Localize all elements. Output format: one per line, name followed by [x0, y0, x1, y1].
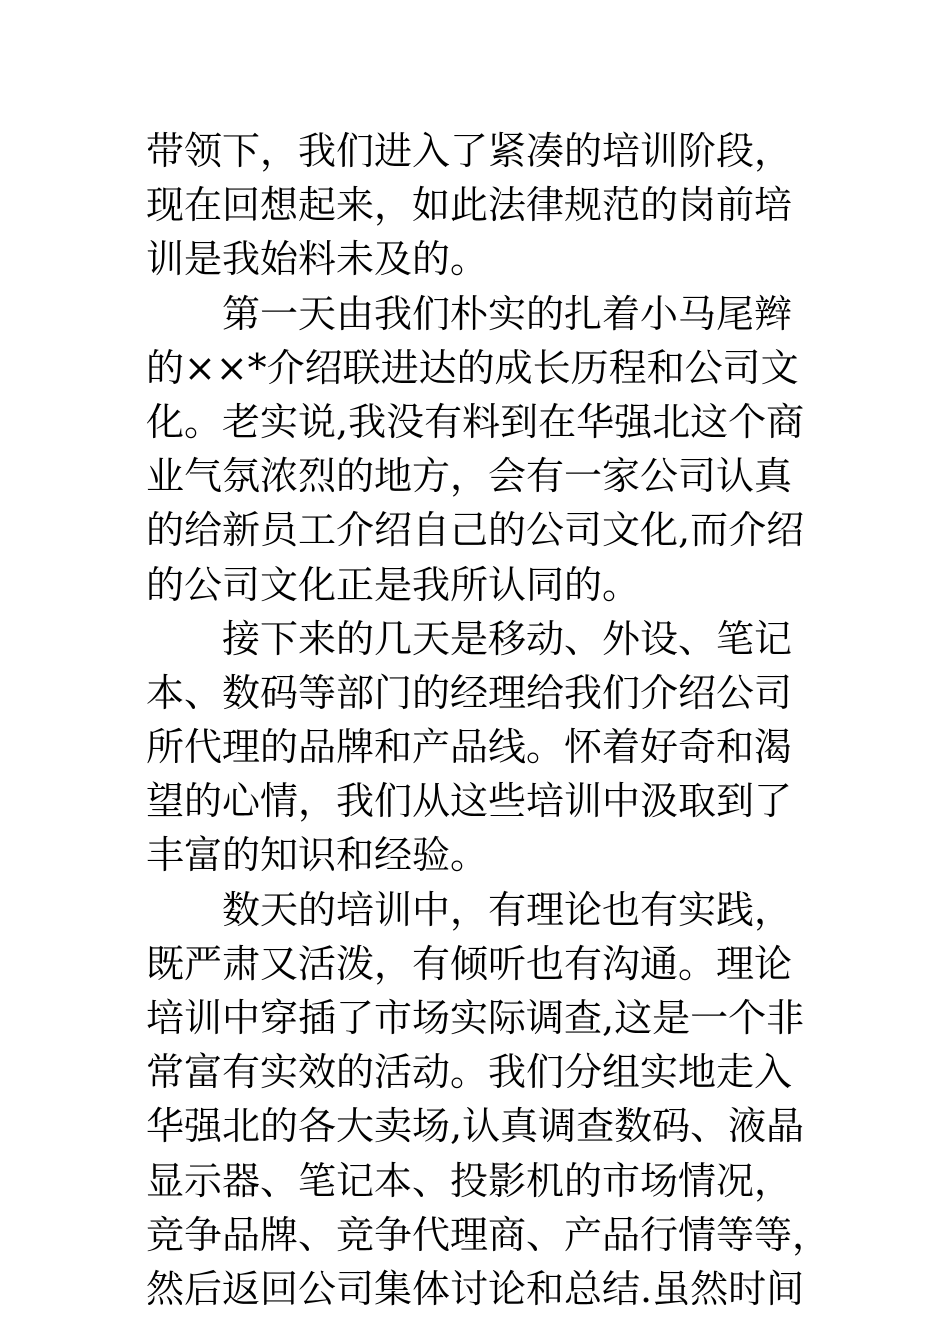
text-line: 显示器、笔记本、投影机的市场情况，: [146, 1158, 793, 1203]
text-line: 带领下，我们进入了紧凑的培训阶段，: [146, 129, 793, 173]
paragraph-2: [146, 287, 836, 612]
paragraph-3: [146, 612, 836, 883]
text-line: 丰富的知识和经验。: [146, 833, 489, 878]
text-line: 现在回想起来，如此法律规范的岗前培: [146, 183, 793, 228]
text-line: 数天的培训中，有理论也有实践，: [222, 887, 793, 932]
text-line: 竞争品牌、竞争代理商、产品行情等等，: [146, 1212, 831, 1257]
text-line: 望的心情，我们从这些培训中汲取到了: [146, 779, 793, 824]
text-line: 所代理的品牌和产品线。怀着好奇和渴: [146, 725, 793, 770]
text-line: 常富有实效的活动。我们分组实地走入: [146, 1050, 793, 1095]
text-line: 既严肃又活泼，有倾听也有沟通。理论: [146, 941, 793, 986]
text-line: 本、数码等部门的经理给我们介绍公司: [146, 670, 793, 715]
text-line: 华强北的各大卖场,认真调查数码、液晶: [146, 1104, 805, 1149]
text-line: 训是我始料未及的。: [146, 237, 489, 282]
text-line: 第一天由我们朴实的扎着小马尾辫: [222, 291, 793, 336]
paragraph-1: [146, 124, 836, 287]
text-line: 然后返回公司集体讨论和总结.虽然时间: [146, 1266, 805, 1311]
text-line: 培训中穿插了市场实际调查,这是一个非: [146, 996, 805, 1040]
text-line: 业气氛浓烈的地方，会有一家公司认真: [146, 454, 793, 499]
text-line: 的给新员工介绍自己的公司文化,而介绍: [146, 508, 805, 553]
text-line: 的公司文化正是我所认同的。: [146, 562, 641, 607]
document-body: [146, 124, 836, 1316]
text-line: 化。老实说,我没有料到在华强北这个商: [146, 399, 805, 444]
text-line: 的××*介绍联进达的成长历程和公司文: [146, 345, 799, 390]
paragraph-4: [146, 883, 836, 1317]
text-line: 接下来的几天是移动、外设、笔记: [222, 616, 793, 661]
